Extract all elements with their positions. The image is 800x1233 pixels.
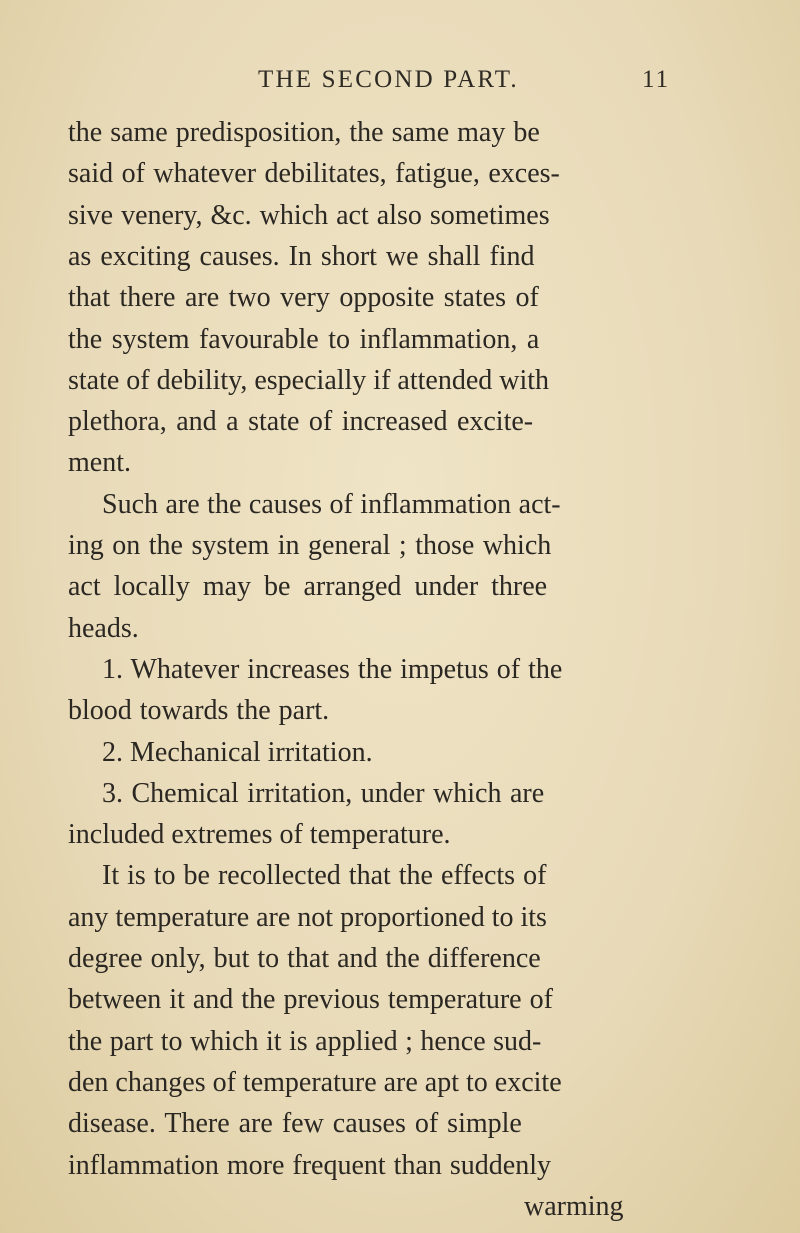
text-line: said of whatever debilitates, fatigue, exces- (68, 158, 560, 190)
text-line: disease. There are few causes of simple (68, 1108, 522, 1140)
text-line: Such are the causes of inflammation act- (102, 488, 561, 520)
text-line: included extremes of temperature. (68, 819, 451, 851)
text-line: ing on the system in general ; those which (68, 530, 552, 561)
text-line: blood towards the part. (68, 695, 330, 727)
text-line: heads. (68, 612, 139, 644)
text-line: plethora, and a state of increased excite- (68, 406, 534, 438)
text-line: between it and the previous temperature of (68, 984, 553, 1016)
text-line: the system favourable to inflammation, a (68, 323, 540, 355)
text-line: ment. (68, 447, 131, 479)
text-line: inflammation more frequent than suddenly (68, 1149, 551, 1181)
text-line: den changes of temperature are apt to excite (68, 1066, 562, 1098)
running-head (0, 66, 800, 106)
text-line: the same predisposition, the same may be (68, 117, 540, 148)
text-line: degree only, but to that and the difference (68, 943, 541, 974)
text-line: warming (524, 1190, 624, 1222)
text-line: sive venery, &c. which act also sometimes (68, 199, 550, 231)
text-line: 1. Whatever increases the impetus of the (102, 653, 563, 685)
text-line: the part to which it is applied ; hence sud- (68, 1025, 542, 1057)
running-title: THE SECOND PART. (258, 66, 519, 93)
text-line: state of debility, especially if attended with (68, 364, 550, 396)
text-line: any temperature are not proportioned to its (68, 901, 547, 933)
page-number: 11 (642, 66, 671, 93)
text-line: as exciting causes. In short we shall find (68, 240, 535, 272)
text-line: 3. Chemical irritation, under which are (102, 777, 545, 809)
text-line: It is to be recollected that the effects of (102, 860, 547, 892)
text-line: 2. Mechanical irritation. (102, 736, 373, 768)
text-line: act locally may be arranged under three (68, 571, 548, 603)
text-line: that there are two very opposite states of (68, 282, 539, 314)
